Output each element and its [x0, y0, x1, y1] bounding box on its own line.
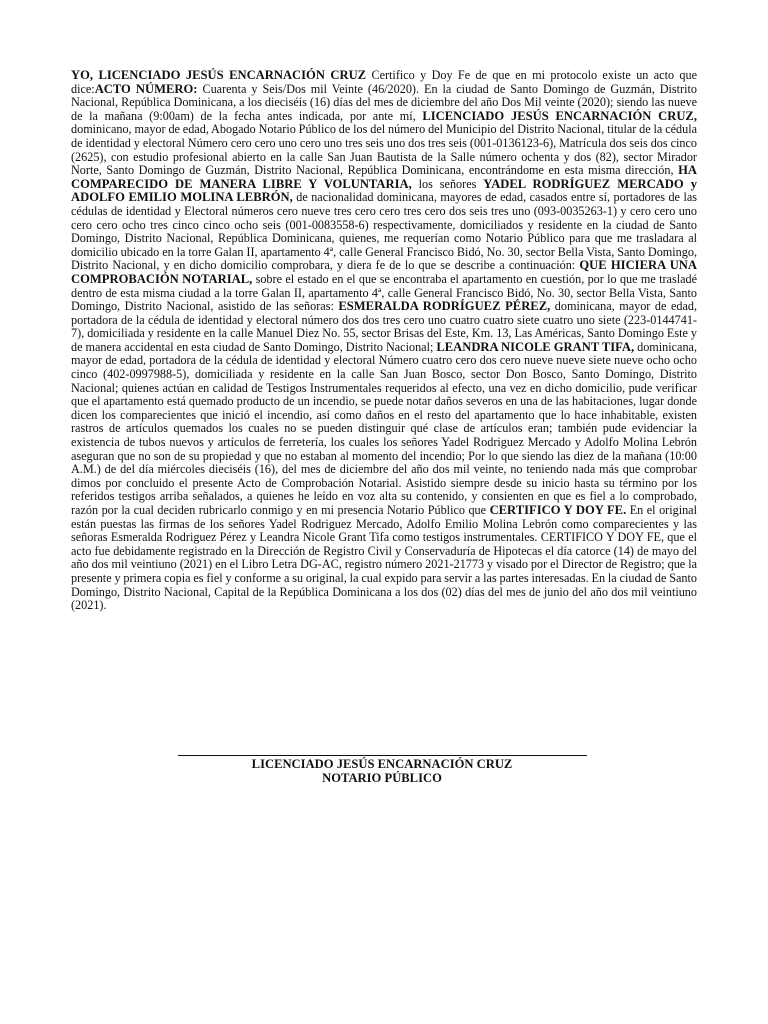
signer-name: LICENCIADO JESÚS ENCARNACIÓN CRUZ [251, 757, 513, 771]
text-segment: dominicana, mayor de edad, portadora de la cédula de identidad y electoral número dos dos tres cero uno cuatro cuatro siete cuatro uno siete (223-0144741-7), domiciliada y residente en la calle Manuel Diez No. 55, sector Brisas del Este, Km. 13, Las Américas, Santo Domingo Este y de manera accidental en esta ciudad de Santo Domingo, Distrito Nacional; [71, 299, 698, 354]
bold-text-segment: LICENCIADO JESÚS ENCARNACIÓN CRUZ, [422, 108, 697, 123]
text-segment: sobre el estado en el que se encontraba el apartamento en cuestión, por lo que me trasladé dentro de esta misma ciudad a la torre Galan II, apartamento 4ª, calle General Francisco Bidó, No. 30, sector Bella Vista, Santo Domingo, Distrito Nacional, asistido de las señoras: [71, 271, 697, 314]
signature-line [178, 755, 587, 756]
text-segment: En el original están puestas las firmas de los señores Yadel Rodriguez Mercado, Adolfo Emilio Molina Lebrón como comparecientes y las señoras Esmeralda Rodriguez Pérez y Leandra Nicole Grant Tifa como testigos instrumentales. CERTIFICO Y DOY FE, que el acto fue debidamente registrado en la Dirección de Registro Civil y Conservaduría de Hipotecas el día catorce (14) de mayo del año dos mil veintiuno (2021) en el Libro Letra DG-AC, registro número 2021-21773 y visado por el Director de Registro; que la presente y primera copia es fiel y conforme a su original, la cual expido para servir a las partes interesadas. En la ciudad de Santo Domingo, Distrito Nacional, Capital de la República Dominicana a los dos (02) días del mes de junio del año dos mil veintiuno (2021). [71, 503, 697, 613]
text-segment: de nacionalidad dominicana, mayores de edad, casados entre sí, portadores de las cédulas de identidad y Electoral números cero nueve tres cero cero tres cero dos seis tres uno (093-0035263-1) y cero cero uno cero cero ocho tres cinco cinco ocho seis (001-0083558-6) respectivamente, domiciliados y residente en la ciudad de Santo Domingo, Distrito Nacional, República Dominicana, quienes, me requerían como Notario Público para que me trasladara al domicilio ubicado en la torre Galan II, apartamento 4ª, calle General Francisco Bidó, No. 30, sector Bella Vista, Santo Domingo, Distrito Nacional, y en dicho domicilio comprobara, y diera fe de lo que se describe a continuación: [71, 190, 697, 273]
bold-text-segment: LEANDRA NICOLE GRANT TIFA, [436, 339, 635, 354]
bold-text-segment: CERTIFICO Y DOY FE. [489, 503, 627, 517]
text-segment: Cuarenta y Seis/Dos mil Veinte (46/2020). En la ciudad de Santo Domingo de Guzmán, Distrito Nacional, República Dominicana, a los dieciséis (16) días del mes de diciembre del año Dos Mil veinte (2020); siendo las nueve de la mañana (9:00am) de la fecha antes indicada, por ante mí, [71, 81, 697, 123]
text-segment: dominicana, mayor de edad, portadora de la cédula de identidad y electoral Número cuatro cero dos cero nueve nueve siete nueve ocho ocho cinco (402-0997988-5), domiciliada y residente en la calle San Juan Bosco, sector Don Bosco, Santo Domingo, Distrito Nacional; quienes actúan en calidad de Testigos Instrumentales requeridos al efecto, una vez en dicho domicilio, pude verificar que el apartamento está quemado producto de un incendio, se puede notar daños severos en una de las habitaciones, lugar donde dicen los comparecientes que inició el incendio, así como daños en el resto del apartamento que lo hace inhabitable, existen rastros de artículos quemados los cuales no se pueden distinguir qué clase de artículos eran; también pude evidenciar la existencia de tubos nuevos y artículos de ferretería, los cuales los señores Yadel Rodriguez Mercado y Adolfo Molina Lebrón aseguran que no son de su propiedad y que no estaban al momento del incendio; Por lo que siendo las diez de la mañana (10:00 A.M.) de del día miércoles dieciséis (16), del mes de diciembre del año dos mil veinte, no teniendo nada más que comprobar dimos por concluido el presente Acto de Comprobación Notarial. Asistido siempre desde su inicio hasta su término por los referidos testigos arriba señalados, a quienes he leído en voz alta su contenido, y consienten en que es fiel a lo comprobado, razón por la cual deciden rubricarlo conmigo y en mi presencia Notario Público que [71, 339, 698, 517]
bold-text-segment: YADEL RODRÍGUEZ MERCADO y ADOLFO EMILIO MOLINA LEBRÓN, [71, 176, 697, 205]
text-segment: los señores [411, 176, 484, 191]
text-segment: dominicano, mayor de edad, Abogado Notario Público de los del número del Municipio del Distrito Nacional, titular de la cédula de identidad y electoral Número cero cero uno cero uno tres seis uno dos tres seis (001-0136123-6), Matrícula dos seis dos cinco (2625), con estudio profesional abierto en la calle San Juan Bautista de la Salle número ochenta y dos (82), sector Mirador Norte, Santo Domingo de Guzmán, Distrito Nacional, República Dominicana, encontrándome en esta misma dirección, [71, 122, 697, 178]
signer-title: NOTARIO PÚBLICO [322, 771, 442, 785]
bold-text-segment: YO, LICENCIADO JESÚS ENCARNACIÓN CRUZ [71, 68, 367, 82]
bold-text-segment: ACTO NÚMERO: [94, 81, 198, 96]
document-body [71, 69, 697, 613]
text-segment: Certifico y Doy Fe de que en mi protocolo existe un acto que dice: [71, 68, 697, 96]
bold-text-segment: QUE HICIERA UNA COMPROBACIÓN NOTARIAL, [71, 258, 697, 286]
signature-block [150, 757, 614, 785]
bold-text-segment: ESMERALDA RODRÍGUEZ PÉREZ, [338, 299, 551, 314]
bold-text-segment: HA COMPARECIDO DE MANERA LIBRE Y VOLUNTARIA, [71, 163, 697, 191]
